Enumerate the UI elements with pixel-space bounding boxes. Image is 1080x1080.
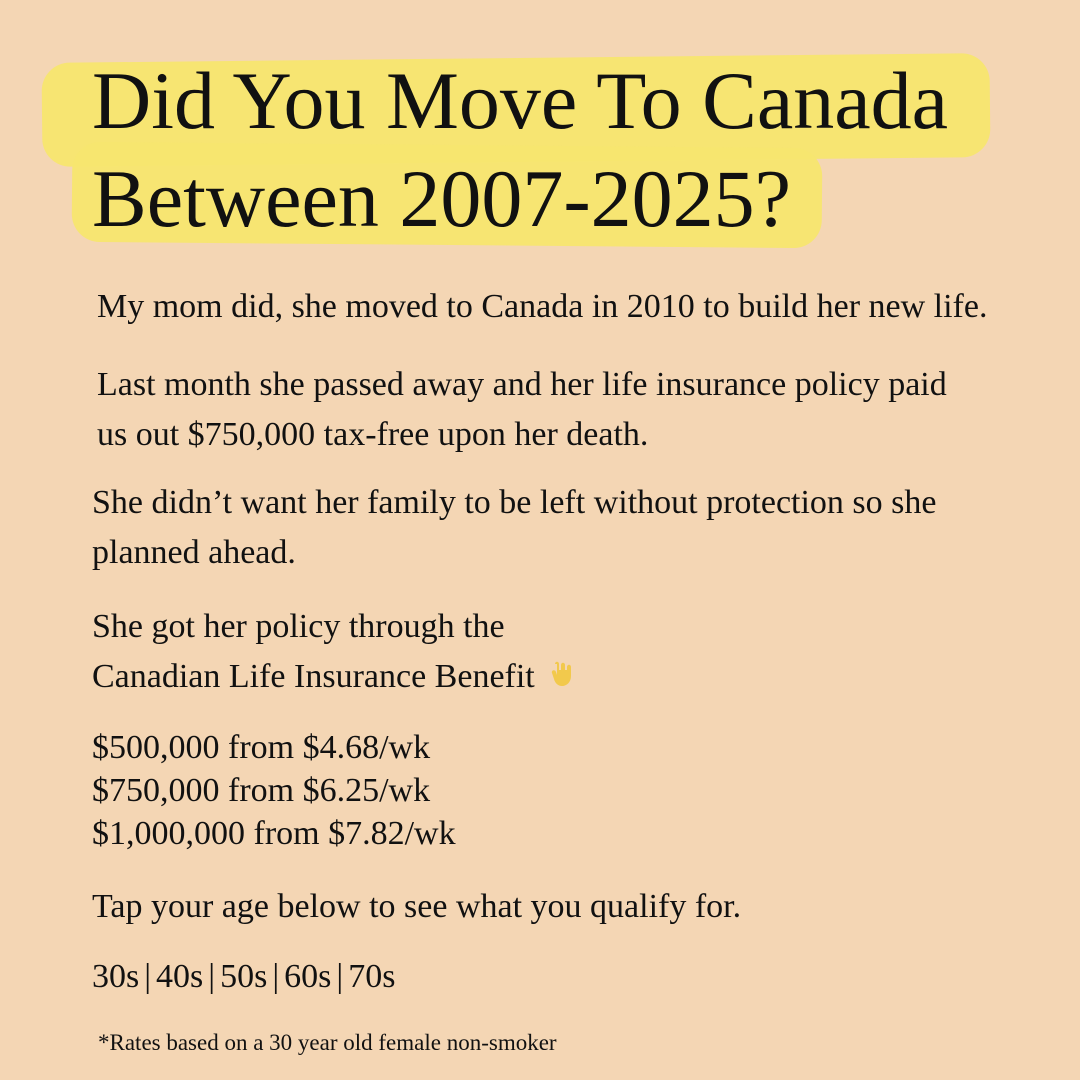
- headline-line-1: Did You Move To Canada: [92, 55, 949, 146]
- age-separator: |: [208, 958, 216, 995]
- age-option-40s[interactable]: 40s: [156, 958, 204, 995]
- price-list: [92, 726, 456, 855]
- age-selector: [92, 952, 395, 1002]
- policy-source-line-1: She got her policy through the: [92, 608, 505, 645]
- age-option-60s[interactable]: 60s: [284, 958, 332, 995]
- age-separator: |: [336, 958, 344, 995]
- story-paragraph-1: My mom did, she moved to Canada in 2010 to build her new life.: [97, 288, 988, 325]
- price-option-750k: $750,000 from $6.25/wk: [92, 772, 431, 809]
- down-pointing-hand-icon: [545, 658, 579, 692]
- age-selection-prompt: Tap your age below to see what you qualify for.: [92, 888, 742, 925]
- price-option-1m: $1,000,000 from $7.82/wk: [92, 815, 456, 852]
- story-paragraph-2-line-2: us out $750,000 tax-free upon her death.: [97, 416, 649, 453]
- story-paragraph-3-line-1: She didn’t want her family to be left without protection so she: [92, 484, 937, 521]
- age-separator: |: [272, 958, 280, 995]
- age-separator: |: [144, 958, 152, 995]
- benefit-name: Canadian Life Insurance Benefit: [92, 658, 535, 695]
- headline: [92, 52, 1022, 248]
- price-option-500k: $500,000 from $4.68/wk: [92, 729, 431, 766]
- age-option-30s[interactable]: 30s: [92, 958, 140, 995]
- rate-disclaimer: *Rates based on a 30 year old female non-smoker: [98, 1030, 557, 1055]
- headline-line-2: Between 2007-2025?: [92, 153, 792, 244]
- policy-source-line-2: [92, 652, 579, 702]
- pointer-hand-shape: [552, 662, 571, 686]
- story-paragraph-3-line-2: planned ahead.: [92, 534, 296, 571]
- age-option-50s[interactable]: 50s: [220, 958, 268, 995]
- age-option-70s[interactable]: 70s: [348, 958, 396, 995]
- story-paragraph-2-line-1: Last month she passed away and her life insurance policy paid: [97, 366, 947, 403]
